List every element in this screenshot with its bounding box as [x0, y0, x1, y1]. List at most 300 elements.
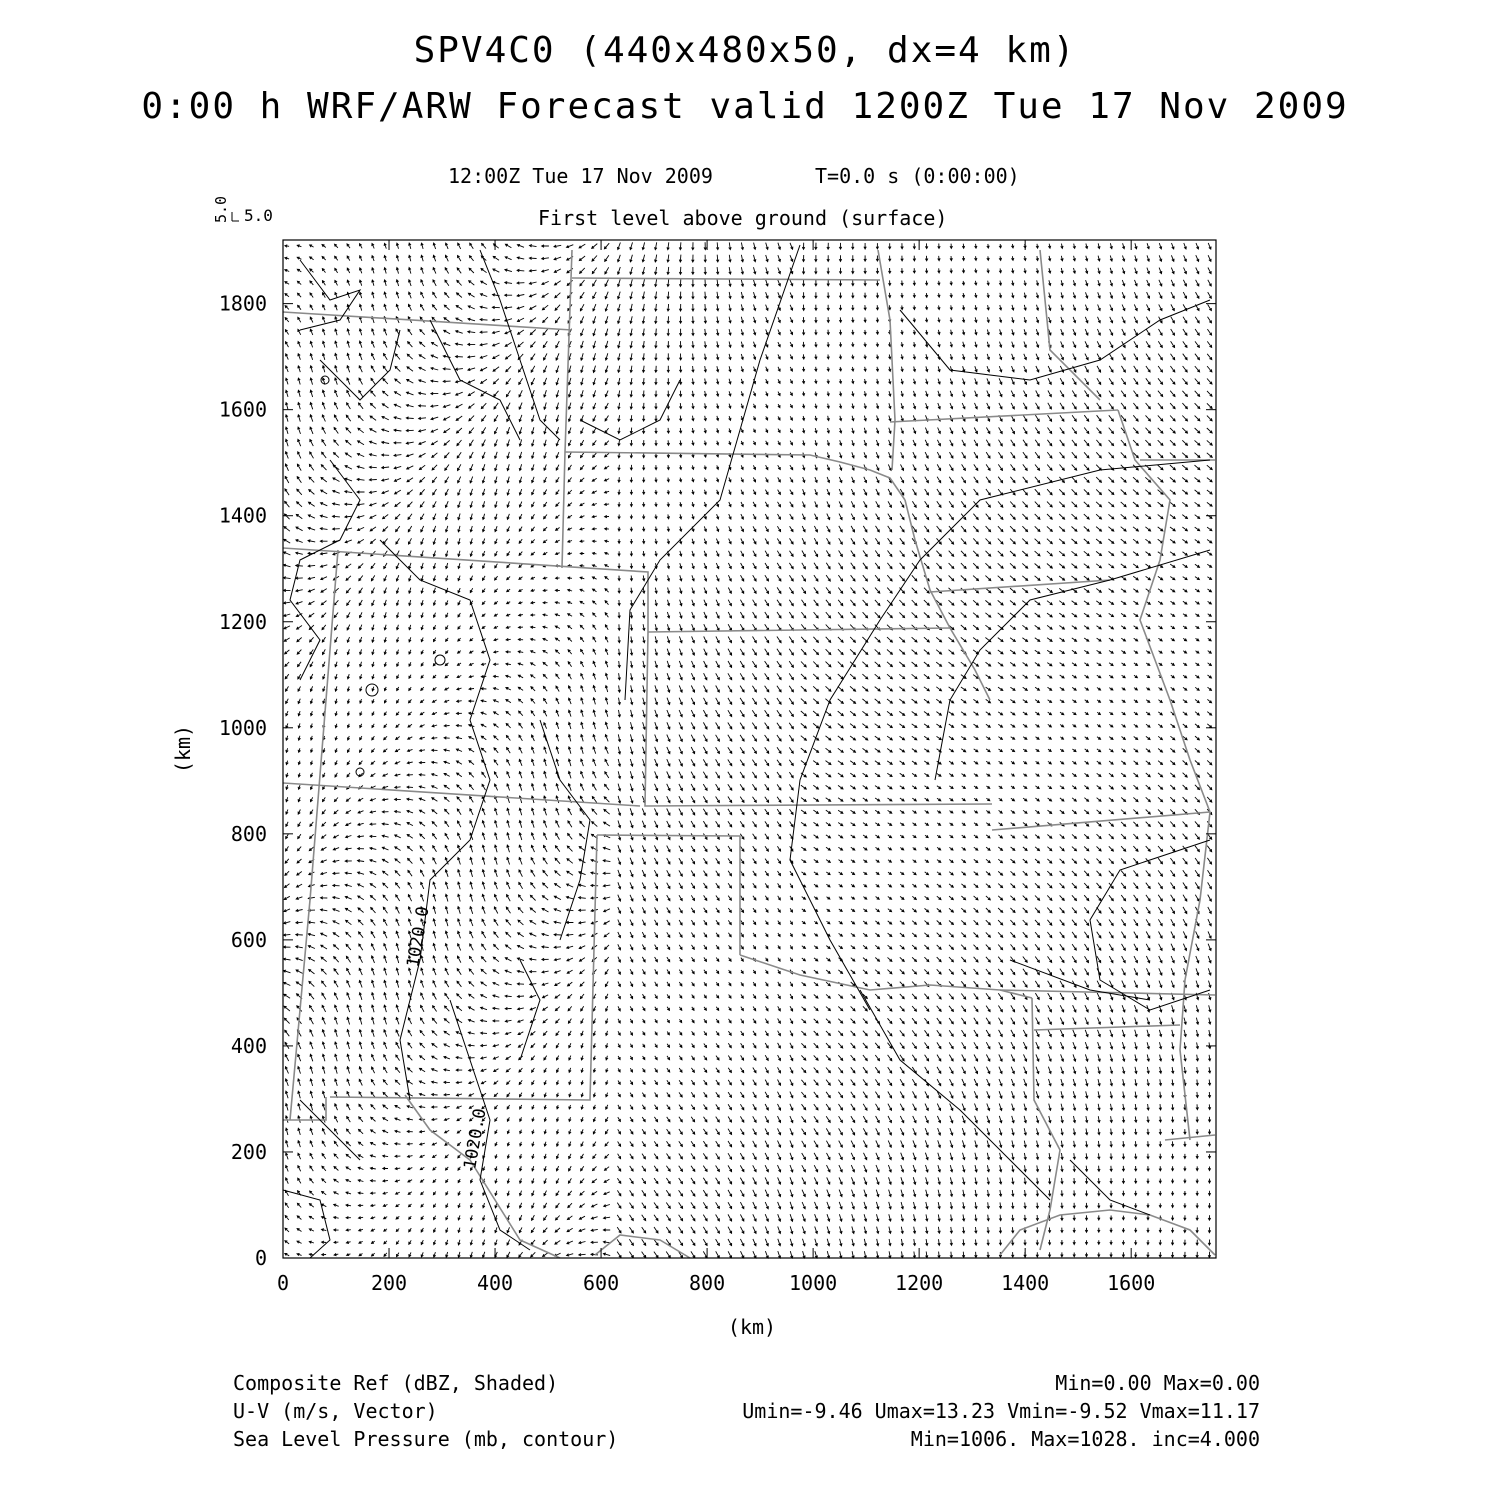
wind-vector	[357, 478, 364, 480]
wind-vector	[741, 379, 743, 384]
wind-vector	[470, 931, 473, 938]
wind-vector	[1036, 293, 1038, 298]
wind-vector	[320, 553, 327, 555]
wind-vector	[1145, 440, 1150, 445]
wind-vector	[371, 773, 375, 776]
wind-vector	[1195, 527, 1200, 531]
wind-vector	[667, 883, 670, 889]
wind-vector	[655, 759, 658, 766]
wind-vector	[1072, 700, 1076, 703]
wind-vector	[394, 454, 401, 456]
wind-vector	[568, 515, 572, 518]
wind-vector	[986, 774, 990, 776]
wind-vector	[394, 478, 401, 481]
wind-vector	[862, 687, 868, 692]
wind-vector	[986, 884, 990, 888]
wind-vector	[581, 772, 584, 779]
wind-vector	[542, 896, 548, 900]
wind-vector	[974, 981, 978, 987]
wind-vector	[729, 995, 731, 999]
wind-vector	[863, 538, 867, 544]
wind-vector	[593, 403, 596, 409]
wind-vector	[310, 822, 313, 826]
wind-vector	[962, 786, 966, 789]
wind-vector	[986, 650, 991, 654]
wind-vector	[421, 613, 423, 618]
wind-vector	[1022, 539, 1027, 544]
wind-vector	[519, 403, 522, 410]
wind-vector	[372, 1030, 375, 1037]
wind-vector	[1036, 761, 1039, 763]
wind-vector	[986, 1006, 990, 1012]
wind-vector	[974, 724, 979, 727]
wind-vector	[605, 255, 609, 261]
wind-vector	[789, 735, 793, 741]
wind-vector	[667, 772, 670, 779]
wind-vector	[1122, 256, 1124, 262]
wind-vector	[322, 1018, 325, 1025]
wind-vector	[335, 317, 337, 323]
wind-vector	[1110, 243, 1112, 248]
wind-vector	[396, 980, 399, 987]
wind-vector	[1145, 490, 1150, 495]
wind-vector	[790, 429, 792, 433]
wind-vector	[962, 798, 965, 800]
wind-vector	[655, 710, 658, 717]
wind-vector	[887, 786, 892, 789]
wind-vector	[913, 872, 917, 875]
wind-vector	[531, 626, 536, 628]
wind-vector	[322, 1042, 325, 1049]
wind-vector	[482, 440, 485, 446]
wind-vector	[618, 563, 620, 568]
wind-vector	[1060, 378, 1063, 384]
wind-vector	[543, 317, 548, 322]
wind-vector	[826, 736, 831, 740]
wind-vector	[605, 428, 609, 433]
wind-vector	[716, 759, 720, 765]
wind-vector	[802, 440, 805, 445]
wind-vector	[322, 835, 327, 839]
wind-vector	[1109, 822, 1114, 826]
wind-vector	[1122, 1005, 1125, 1012]
wind-vector	[778, 255, 781, 261]
wind-vector	[692, 945, 695, 949]
wind-vector	[433, 255, 436, 261]
wind-vector	[445, 465, 449, 471]
wind-vector	[852, 416, 854, 421]
wind-vector	[298, 810, 300, 815]
wind-vector	[729, 539, 732, 544]
wind-vector	[1011, 969, 1015, 975]
wind-vector	[457, 956, 461, 963]
wind-vector	[322, 1005, 326, 1012]
wind-vector	[1073, 737, 1076, 739]
wind-vector	[777, 723, 781, 729]
wind-vector	[851, 884, 854, 886]
wind-vector	[777, 822, 781, 827]
wind-vector	[1147, 292, 1150, 298]
wind-vector	[752, 673, 756, 679]
wind-vector	[1208, 882, 1212, 888]
wind-vector	[444, 1019, 449, 1024]
wind-vector	[1207, 773, 1212, 778]
wind-vector	[1109, 675, 1113, 678]
wind-vector	[1110, 1030, 1113, 1037]
wind-vector	[974, 774, 978, 777]
wind-vector	[630, 329, 633, 336]
wind-vector	[518, 1008, 524, 1010]
wind-vector	[308, 540, 315, 543]
wind-vector	[938, 268, 940, 273]
wind-vector	[1134, 1005, 1137, 1012]
wind-vector	[493, 970, 499, 974]
wind-vector	[347, 600, 351, 605]
wind-vector	[581, 316, 584, 323]
wind-vector	[481, 969, 486, 974]
wind-vector	[1109, 366, 1113, 372]
wind-vector	[298, 1042, 301, 1049]
wind-vector	[310, 305, 313, 310]
wind-vector	[913, 243, 916, 248]
wind-vector	[1060, 1018, 1063, 1025]
wind-vector	[1133, 502, 1138, 507]
wind-vector	[777, 698, 781, 704]
wind-vector	[1182, 440, 1187, 445]
wind-vector	[1183, 883, 1187, 889]
wind-vector	[667, 490, 670, 494]
wind-vector	[543, 540, 547, 543]
wind-vector	[617, 255, 620, 262]
wind-vector	[1084, 810, 1088, 814]
wind-vector	[754, 280, 756, 286]
wind-vector	[741, 267, 744, 274]
wind-vector	[359, 403, 364, 409]
wind-vector	[286, 366, 289, 372]
wind-vector	[347, 366, 350, 373]
wind-vector	[1072, 895, 1077, 900]
wind-vector	[728, 612, 731, 618]
wind-vector	[284, 514, 289, 519]
wind-vector	[569, 1043, 571, 1048]
wind-vector	[949, 501, 953, 507]
wind-vector	[346, 415, 350, 421]
wind-vector	[901, 318, 904, 322]
wind-vector	[298, 736, 300, 740]
wind-vector	[630, 870, 633, 877]
wind-vector	[692, 403, 695, 408]
wind-vector	[802, 587, 806, 593]
wind-vector	[1048, 993, 1052, 999]
wind-vector	[372, 736, 375, 740]
wind-vector	[630, 821, 633, 828]
wind-vector	[395, 354, 400, 360]
wind-vector	[655, 341, 658, 348]
wind-vector	[1183, 329, 1187, 335]
wind-vector	[285, 501, 290, 507]
wind-vector	[827, 897, 830, 899]
wind-vector	[1023, 675, 1028, 678]
wind-vector	[531, 651, 536, 653]
wind-vector	[285, 257, 289, 259]
wind-vector	[531, 354, 535, 360]
wind-vector	[1171, 724, 1175, 727]
wind-vector	[801, 785, 806, 789]
wind-vector	[358, 428, 364, 433]
wind-vector	[1096, 539, 1101, 543]
wind-vector	[936, 637, 941, 642]
wind-vector	[519, 845, 522, 852]
wind-vector	[937, 933, 941, 937]
wind-vector	[876, 465, 879, 471]
wind-vector	[1072, 391, 1076, 397]
wind-vector	[1060, 737, 1063, 739]
wind-vector	[333, 933, 339, 937]
wind-vector	[1084, 539, 1089, 544]
wind-vector	[1146, 749, 1150, 752]
wind-vector	[468, 356, 475, 358]
wind-vector	[1072, 871, 1077, 876]
wind-vector	[766, 441, 768, 445]
wind-vector	[396, 993, 399, 1000]
wind-vector	[407, 392, 414, 395]
wind-vector	[875, 538, 879, 544]
wind-vector	[1158, 919, 1162, 925]
wind-vector	[753, 367, 755, 372]
wind-vector	[912, 945, 916, 949]
wind-vector	[1024, 329, 1026, 335]
wind-vector	[384, 600, 386, 606]
wind-vector	[851, 526, 854, 532]
wind-vector	[397, 662, 399, 666]
wind-vector	[716, 267, 719, 274]
wind-vector	[925, 848, 928, 850]
wind-vector	[1059, 526, 1064, 531]
wind-vector	[618, 722, 621, 729]
wind-vector	[655, 685, 658, 692]
wind-vector	[421, 638, 423, 642]
wind-vector	[1170, 378, 1175, 384]
wind-vector	[851, 897, 854, 899]
wind-vector	[495, 564, 498, 568]
wind-vector	[617, 243, 620, 250]
wind-vector	[1023, 944, 1027, 950]
wind-vector	[1072, 403, 1076, 409]
wind-vector	[987, 317, 989, 322]
wind-vector	[691, 883, 694, 888]
wind-vector	[704, 636, 707, 642]
wind-vector	[556, 784, 559, 791]
wind-vector	[630, 747, 633, 754]
wind-vector	[630, 440, 633, 446]
wind-vector	[544, 527, 548, 531]
wind-vector	[394, 429, 401, 431]
wind-vector	[322, 637, 325, 642]
wind-vector	[1121, 552, 1126, 556]
wind-vector	[642, 267, 644, 274]
wind-vector	[1121, 785, 1125, 789]
wind-vector	[384, 749, 388, 752]
wind-vector	[1096, 452, 1101, 458]
wind-vector	[297, 245, 301, 247]
wind-vector	[433, 292, 437, 298]
wind-vector	[938, 293, 941, 297]
wind-vector	[334, 957, 339, 963]
wind-vector	[1048, 724, 1052, 727]
wind-vector	[643, 722, 646, 729]
wind-vector	[924, 538, 929, 544]
wind-vector	[298, 342, 301, 348]
wind-vector	[469, 700, 474, 703]
wind-vector	[309, 970, 315, 974]
wind-vector	[765, 921, 768, 925]
wind-vector	[1023, 650, 1028, 654]
wind-vector	[1146, 797, 1151, 801]
wind-vector	[494, 415, 498, 421]
wind-vector	[667, 932, 670, 937]
wind-vector	[432, 712, 437, 714]
wind-vector	[815, 428, 818, 433]
wind-vector	[950, 318, 952, 323]
wind-vector	[1170, 527, 1175, 531]
wind-vector	[1158, 527, 1163, 531]
wind-vector	[692, 995, 694, 999]
wind-vector	[630, 477, 633, 482]
wind-vector	[778, 1019, 781, 1024]
wind-vector	[1010, 932, 1015, 937]
wind-vector	[962, 440, 965, 446]
wind-vector	[346, 944, 351, 950]
wind-vector	[420, 502, 424, 508]
wind-vector	[383, 786, 388, 788]
wind-vector	[372, 1017, 375, 1024]
wind-vector	[432, 749, 438, 752]
wind-vector	[974, 969, 978, 974]
wind-vector	[728, 760, 732, 766]
wind-vector	[1121, 651, 1125, 654]
wind-vector	[457, 785, 462, 790]
wind-vector	[777, 673, 781, 679]
wind-vector	[777, 760, 781, 766]
wind-vector	[382, 429, 389, 432]
wind-vector	[618, 576, 621, 581]
wind-vector	[1207, 797, 1212, 802]
wind-vector	[469, 749, 474, 752]
wind-vector	[323, 305, 326, 310]
wind-vector	[1146, 810, 1151, 815]
wind-vector	[1184, 268, 1187, 274]
wind-vector	[937, 994, 941, 999]
wind-vector	[1084, 895, 1089, 900]
wind-vector	[406, 417, 413, 420]
wind-vector	[1011, 427, 1015, 433]
wind-vector	[925, 489, 929, 495]
wind-vector	[777, 526, 780, 531]
wind-vector	[999, 1018, 1003, 1024]
wind-vector	[827, 255, 830, 261]
wind-vector	[556, 1019, 560, 1023]
wind-vector	[1195, 515, 1200, 519]
wind-vector	[519, 723, 523, 728]
wind-vector	[421, 280, 424, 286]
wind-vector	[605, 391, 608, 397]
wind-vector	[321, 872, 327, 874]
wind-vector	[630, 734, 633, 741]
wind-vector	[961, 563, 966, 568]
wind-vector	[1158, 515, 1163, 519]
wind-vector	[1047, 477, 1052, 483]
wind-vector	[765, 698, 769, 704]
wind-vector	[765, 637, 769, 643]
wind-vector	[692, 391, 695, 397]
wind-vector	[1122, 724, 1126, 727]
wind-vector	[360, 244, 363, 249]
wind-vector	[384, 980, 387, 987]
wind-vector	[802, 243, 805, 250]
wind-vector	[370, 454, 377, 456]
wind-vector	[789, 723, 793, 729]
wind-vector	[778, 268, 781, 274]
wind-vector	[1158, 736, 1162, 739]
wind-vector	[1110, 1005, 1113, 1012]
wind-vector	[838, 588, 842, 594]
wind-vector	[1012, 293, 1015, 298]
wind-vector	[814, 575, 818, 581]
wind-vector	[655, 440, 658, 445]
wind-vector	[790, 317, 793, 322]
wind-vector	[347, 280, 350, 285]
wind-vector	[876, 501, 879, 507]
wind-vector	[470, 489, 473, 495]
wind-vector	[444, 428, 450, 432]
wind-vector	[876, 526, 880, 532]
wind-vector	[827, 909, 830, 911]
wind-vector	[642, 353, 645, 360]
wind-vector	[864, 452, 867, 458]
wind-vector	[802, 897, 806, 900]
wind-vector	[618, 920, 621, 926]
wind-vector	[802, 292, 805, 298]
wind-vector	[396, 919, 399, 926]
wind-vector	[642, 403, 645, 409]
wind-vector	[827, 342, 829, 347]
wind-vector	[901, 464, 904, 470]
wind-vector	[900, 860, 903, 862]
wind-vector	[802, 575, 806, 581]
wind-vector	[618, 279, 621, 286]
wind-vector	[814, 1043, 818, 1048]
wind-vector	[1024, 366, 1027, 372]
wind-vector	[1133, 589, 1138, 592]
wind-vector	[298, 390, 300, 397]
wind-vector	[986, 896, 990, 900]
wind-vector	[347, 612, 350, 617]
wind-vector	[974, 428, 977, 434]
wind-vector	[814, 958, 818, 961]
wind-vector	[973, 526, 978, 532]
wind-vector	[643, 747, 646, 754]
wind-vector	[790, 1006, 793, 1011]
wind-vector	[456, 318, 463, 321]
wind-vector	[297, 464, 301, 470]
wind-vector	[407, 466, 414, 469]
wind-vector	[936, 662, 941, 666]
wind-vector	[1023, 440, 1027, 446]
wind-vector	[532, 502, 535, 507]
wind-vector	[704, 920, 707, 925]
wind-vector	[529, 270, 536, 273]
wind-vector	[1085, 366, 1088, 372]
